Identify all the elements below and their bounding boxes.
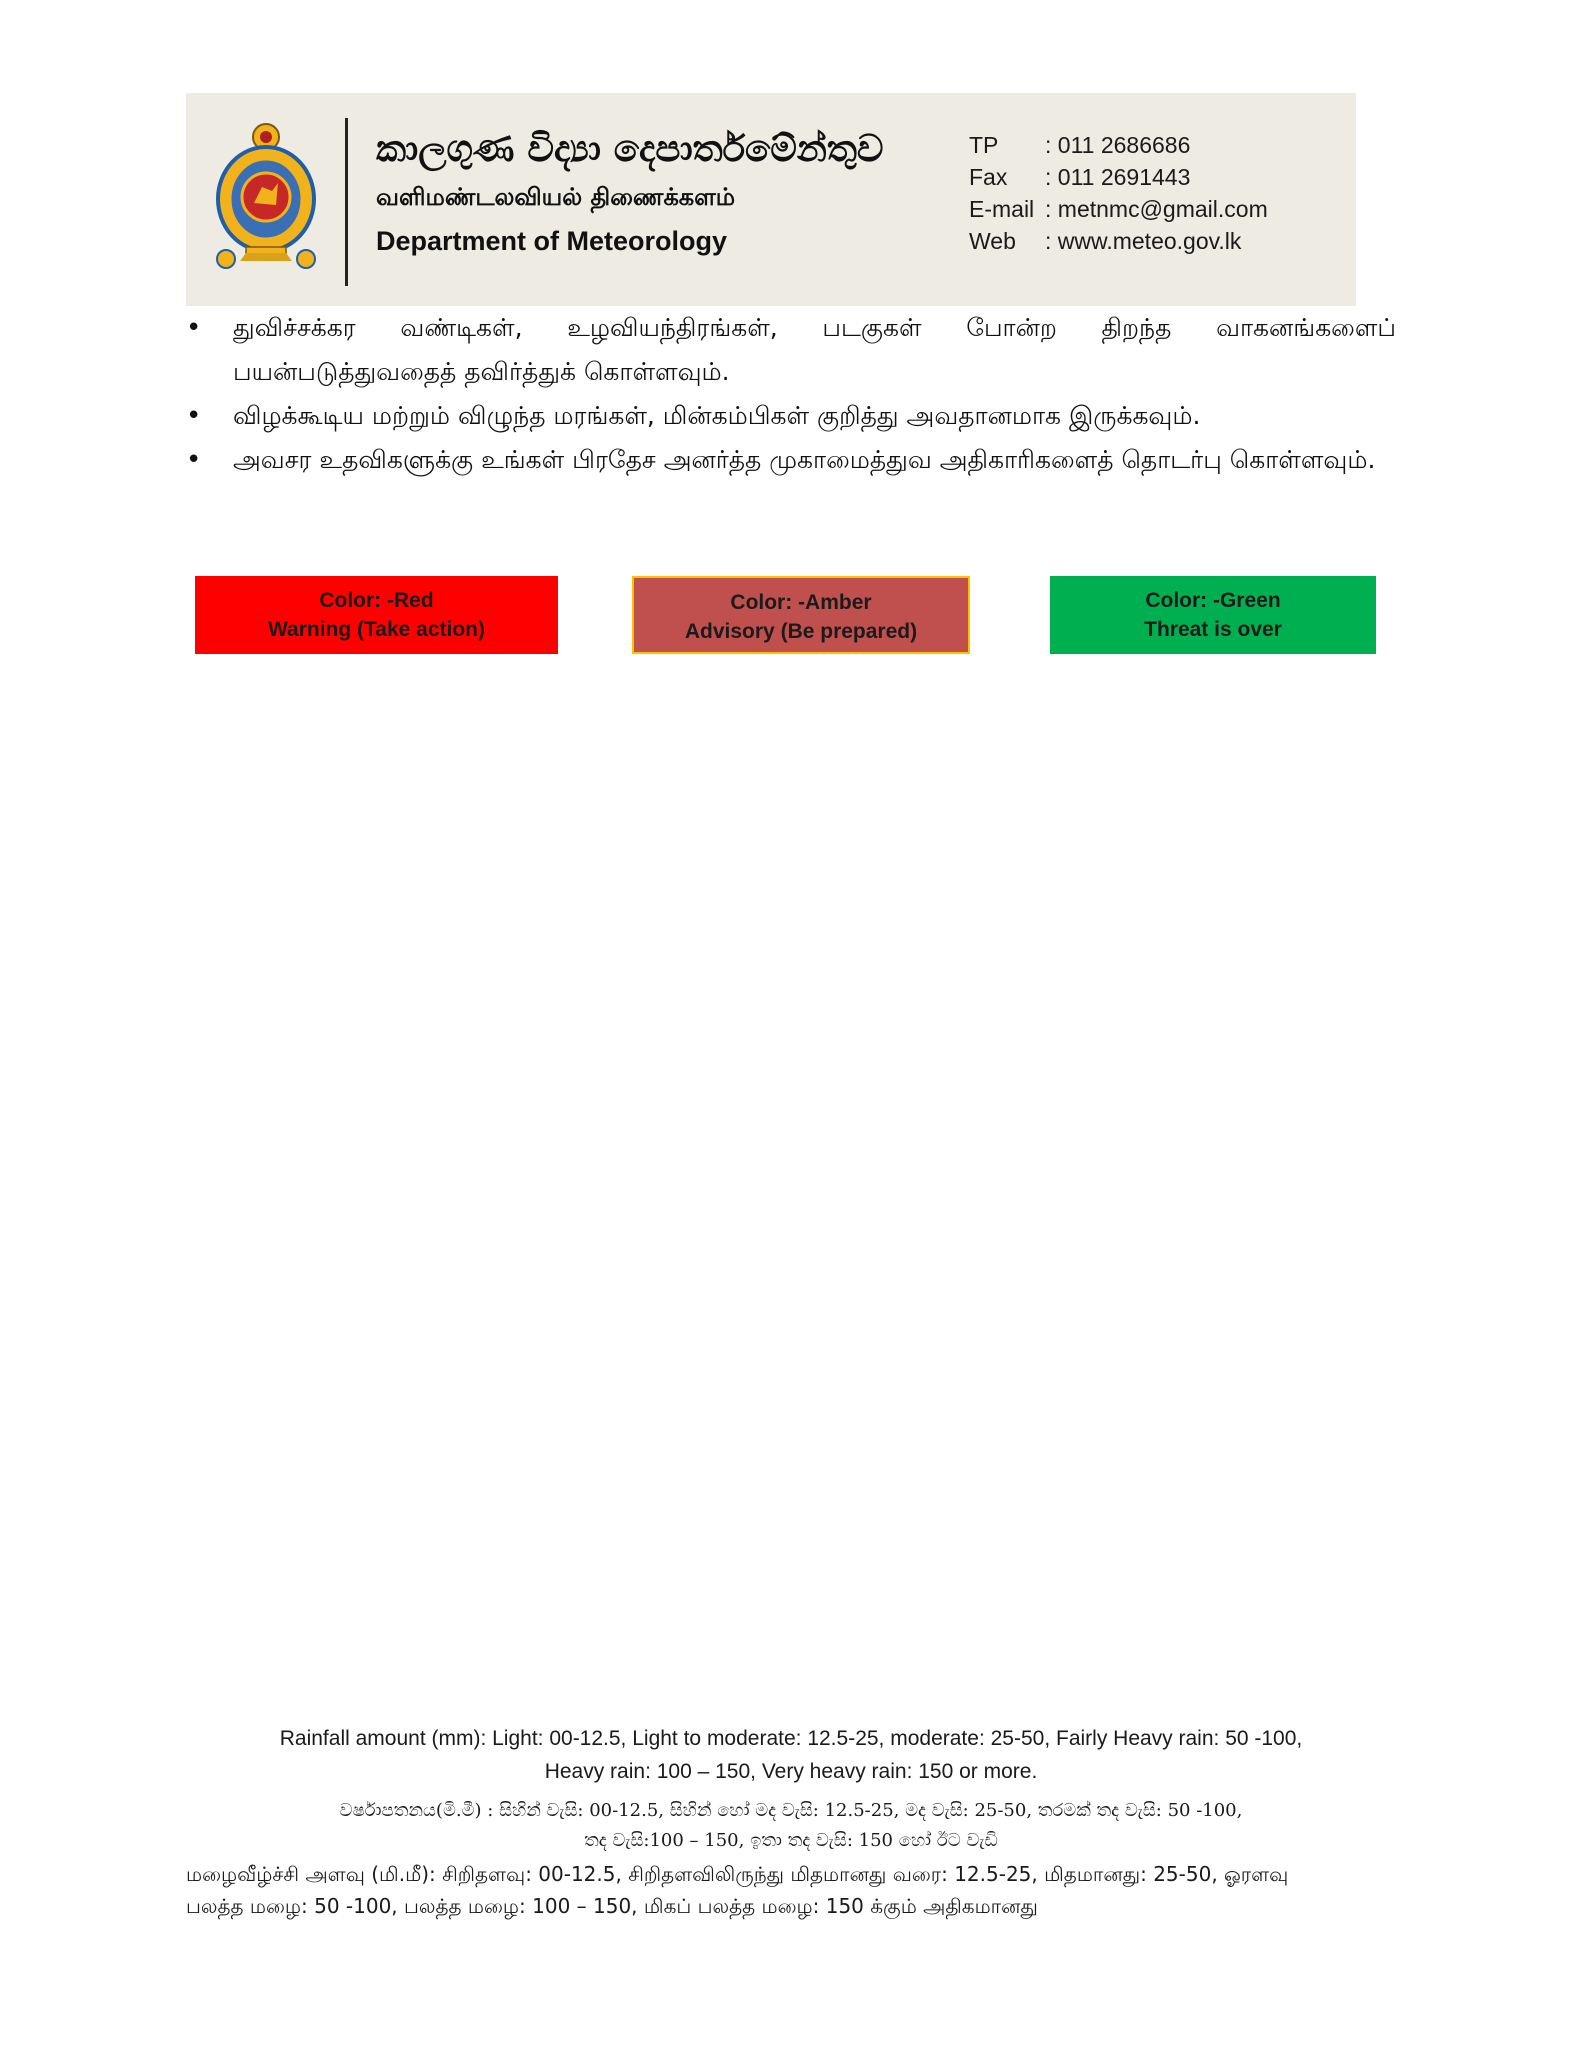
footer-line: වර්ෂාපතනය(මි.මී) : සිහින් වැසි: 00-12.5, සිහින් හෝ මද වැසි: 12.5-25, මද වැසි: 25-50, තරමක් තද වැසි: 50 -100, (339, 1800, 1243, 1821)
bullet-icon: • (186, 401, 202, 431)
contact-label: Fax (969, 164, 1008, 190)
sri-lanka-emblem-icon (214, 121, 318, 271)
contact-label: Web (969, 228, 1016, 254)
list-item-text: அவசர உதவிகளுக்கு உங்கள் பிரதேச அனர்த்த முகாமைத்துவ அதிகாரிகளைத் தொடர்பு கொள்ளவும். (233, 445, 1376, 474)
header-divider (345, 118, 348, 286)
footer-line: மழைவீழ்ச்சி அளவு (மி.மீ): சிறிதளவு: 00-12.5, சிறிதளவிலிருந்து மிதமானது வரை: 12.5-25, மிதமானது: 25-50, ஓரளவு (186, 1862, 1289, 1886)
bullet-icon: • (186, 313, 202, 343)
org-name-sinhala: කාලගුණ විද්‍යා දෙපාර්තමේන්තුව (376, 127, 884, 170)
list-item-text: துவிச்சக்கர வண்டிகள், உழவியந்திரங்கள், படகுகள் போன்ற திறந்த வாகனங்களைப் பயன்படுத்துவதைத் தவிர்த்துக் கொள்ளவும். (233, 313, 1396, 386)
contact-value: : 011 2691443 (1045, 164, 1191, 190)
rainfall-legend-sinhala (186, 1796, 1396, 1856)
footer-line: Rainfall amount (mm): Light: 00-12.5, Light to moderate: 12.5-25, moderate: 25-50, Fairly Heavy rain: 50 -100, (279, 1727, 1303, 1750)
contact-value: : metnmc@gmail.com (1045, 196, 1268, 222)
warning-red-box (195, 576, 558, 654)
list-item (186, 438, 1396, 482)
list-item (186, 394, 1396, 438)
box-color-label: Color: -Amber (730, 591, 872, 614)
contact-label: E-mail (969, 196, 1035, 222)
box-meaning-label: Advisory (Be prepared) (684, 620, 918, 643)
letterhead (186, 93, 1356, 306)
contact-fax (969, 161, 1268, 193)
rainfall-legend-english (186, 1722, 1396, 1788)
contact-value: : www.meteo.gov.lk (1045, 228, 1242, 254)
contact-phone (969, 129, 1268, 161)
threat-over-green-box (1050, 576, 1376, 654)
org-name-tamil: வளிமண்டலவியல் திணைக்களம் (376, 183, 736, 211)
contact-label: TP (969, 132, 999, 158)
list-item-text: விழக்கூடிய மற்றும் விழுந்த மரங்கள், மின்கம்பிகள் குறித்து அவதானமாக இருக்கவும். (233, 401, 1201, 430)
advisory-amber-box (632, 576, 970, 654)
footer-line: Heavy rain: 100 – 150, Very heavy rain: 150 or more. (544, 1760, 1038, 1783)
box-color-label: Color: -Red (319, 589, 434, 612)
contact-email (969, 193, 1268, 225)
footer-line: තද වැසි:100 – 150, ඉතා තද වැසි: 150 හෝ ඊට වැඩි (584, 1830, 998, 1851)
box-meaning-label: Threat is over (1144, 618, 1282, 641)
contact-web (969, 225, 1268, 257)
contact-block (969, 129, 1268, 257)
list-item (186, 306, 1396, 394)
box-color-label: Color: -Green (1145, 589, 1281, 612)
box-meaning-label: Warning (Take action) (267, 618, 485, 641)
org-name-english: Department of Meteorology (376, 226, 728, 256)
advice-list (186, 306, 1396, 482)
contact-value: : 011 2686686 (1045, 132, 1191, 158)
footer-line: பலத்த மழை: 50 -100, பலத்த மழை: 100 – 150, மிகப் பலத்த மழை: 150 க்கும் அதிகமானது (186, 1894, 1038, 1918)
rainfall-legend-tamil (186, 1858, 1396, 1922)
bullet-icon: • (186, 445, 202, 475)
